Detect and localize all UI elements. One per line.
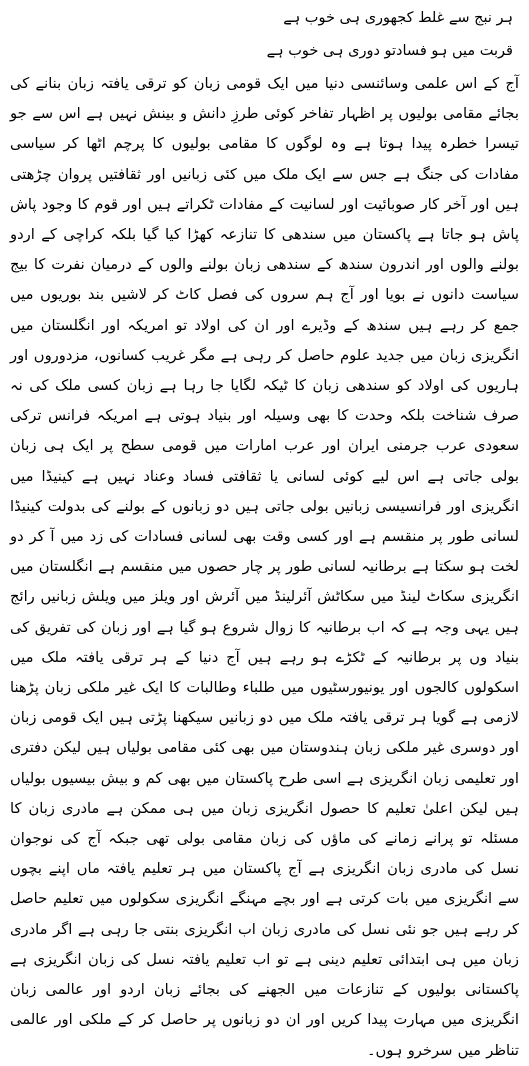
body-paragraph: آج کے اس علمی وسائنسی دنیا میں ایک قومی زبان کو ترقی یافتہ زبان بنانے کی بجائے مقامی بولیوں پر اظہار تفاخر کوئی طرزِ دانش و بینش نہیں ہے اس سے جو تیسرا خطرہ پیدا ہوتا ہے وہ لوگوں کا مقامی بولیوں کا پرچم اٹھا کر سیاسی مفادات کی جنگ ہے جس سے ایک ملک میں کئی زبانیں اور ثقافتیں پروان چڑھتی ہیں اور آخر کار صوبائیت اور لسانیت کے مفادات ٹکراتے ہیں اور قوم کا وجود پاش پاش ہو جاتا ہے پاکستان میں سندھی کا تنازعہ کھڑا کیا گیا بلکہ کراچی کے اردو بولنے والوں اور اندرون سندھ کے سندھی زبان بولنے والوں کے درمیان نفرت کا بیج سیاست دانوں نے بویا اور آج ہم سروں کی فصل کاٹ کر لاشیں بند بوریوں میں جمع کر رہے ہیں سندھ کے وڈیرے اور ان کی اولاد تو امریکہ اور انگلستان میں انگریزی زبان میں جدید علوم حاصل کر رہی ہے مگر غریب کسانوں، مزدوروں اور ہاریوں کی اولاد کو سندھی زبان کا ٹیکہ لگایا جا رہا ہے زبان کسی ملک کی نہ صرف شناخت بلکہ وحدت کا بھی وسیلہ اور بنیاد ہوتی ہے امریکہ فرانس ترکی سعودی عرب جرمنی ایران اور عرب امارات میں قومی سطح پر ایک ہی زبان بولی جاتی ہے اس لیے کوئی لسانی یا ثقافتی فساد وعناد نہیں ہے کینیڈا میں انگریزی اور فرانسیسی زبانیں بولی جاتی ہیں دو زبانوں کے بولنے کی بدولت کینیڈا لسانی طور پر منقسم ہے اور کسی وقت بھی لسانی فسادات کی زد میں آ کر دو لخت ہو سکتا ہے برطانیہ لسانی طور پر چار حصوں میں منقسم ہے انگلستان میں انگریزی سکاٹ لینڈ میں سکاٹش آئرلینڈ میں آئرش اور ویلز میں ویلش زبانیں رائج ہیں یہی وجہ ہے کہ اب برطانیہ کا زوال شروع ہو گیا ہے اور زبان کی تفریق کی بنیاد وں پر برطانیہ کے ٹکڑے ہو رہے ہیں آج دنیا کے ہر ترقی یافتہ ملک میں اسکولوں کالجوں اور یونیورسٹیوں میں طلباء وطالبات کا ایک غیر ملکی زبان پڑھنا لازمی ہے گویا ہر ترقی یافتہ ملک میں دو زبانیں سیکھنا پڑتی ہیں ایک قومی زبان اور دوسری غیر ملکی زبان ہندوستان میں بھی کئی مقامی بولیاں ہیں لیکن دفتری اور تعلیمی زبان انگریزی ہے اسی طرح پاکستان میں بھی کم و بیش بیسیوں بولیاں ہیں لیکن اعلیٰ تعلیم کا حصول انگریزی زبان میں ہی ممکن ہے مادری زبان کا مسئلہ تو پرانے زمانے کی ماؤں کی زبان مقامی بولی تھی جبکہ آج کی نوجوان نسل کی مادری زبان انگریزی ہے آج پاکستان میں ہر تعلیم یافتہ ماں اپنے بچوں سے انگریزی میں بات کرتی ہے اور بچے مہنگے انگریزی سکولوں میں تعلیم حاصل کر رہے ہیں جو نئی نسل کی مادری زبان اب انگریزی بنتی جا رہی ہے اگر مادری زبان میں ہی ابتدائی تعلیم دینی ہے تو اب تعلیم یافتہ نسل کی زبان انگریزی ہے پاکستانی بولیوں کے تنازعات میں الجھنے کی بجائے زبان اردو اور عالمی زبان انگریزی میں مہارت پیدا کریں اور ان دو زبانوں پر حاصل کر کے ملکی اور عالمی تناظر میں سرخرو ہوں۔ bbox=[10, 75, 519, 1059]
verse-line-2: قربت میں ہو فسادتو دوری ہی خوب ہے bbox=[266, 43, 513, 59]
verse-line-1: ہر نبج سے غلط کجھوری ہی خوب ہے bbox=[283, 10, 513, 26]
